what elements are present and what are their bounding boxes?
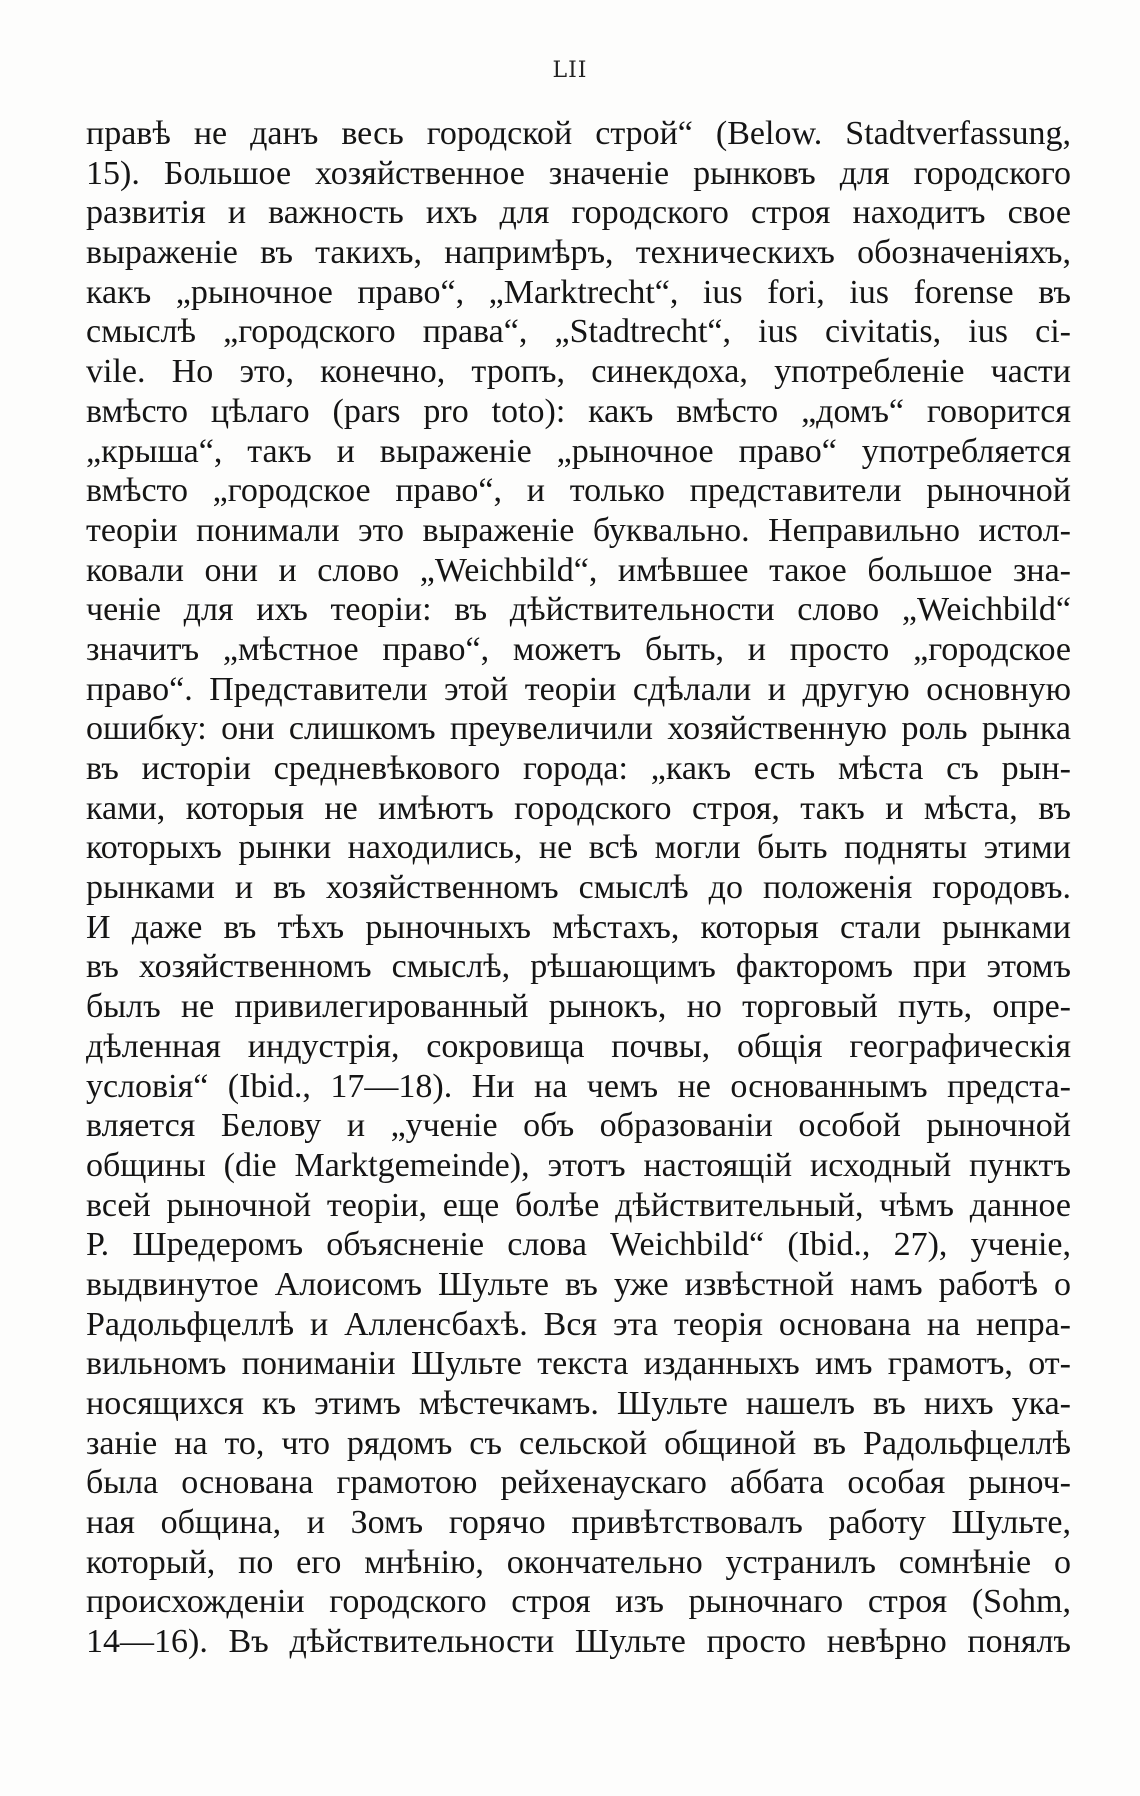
text-line: какъ „рыночное право“, „Marktrecht“, ius fori, ius forense въ <box>86 273 1071 311</box>
text-line: носящихся къ этимъ мѣстечкамъ. Шульте нашелъ въ нихъ ука- <box>86 1385 1071 1422</box>
text-line: всей рыночной теоріи, еще болѣе дѣйствительный, чѣмъ данное <box>86 1186 1071 1224</box>
text-line: смыслѣ „городского права“, „Stadtrecht“, ius civitatis, ius ci- <box>86 313 1071 351</box>
text-line: который, по его мнѣнію, окончательно устранилъ сомнѣніе о <box>86 1543 1071 1581</box>
text-line: ковали они и слово „Weichbild“, имѣвшее такое большое зна- <box>86 551 1071 589</box>
text-line: право“. Представители этой теоріи сдѣлали и другую основную <box>86 670 1071 708</box>
text-line: вмѣсто „городское право“, и только представители рыночной <box>86 472 1071 510</box>
text-line: происхожденіи городского строя изъ рыночнаго строя (Sohm, <box>86 1583 1071 1621</box>
text-line: правѣ не данъ весь городской строй“ (Below. Stadtverfassung, <box>86 115 1071 152</box>
text-line: значитъ „мѣстное право“, можетъ быть, и просто „городское <box>86 630 1071 668</box>
text-line: заніе на то, что рядомъ съ сельской общиной въ Радольфцеллѣ <box>86 1424 1071 1462</box>
text-line: 15). Большое хозяйственное значеніе рынковъ для городского <box>86 154 1071 192</box>
text-line: ная община, и Зомъ горячо привѣтствовалъ работу Шульте, <box>86 1504 1071 1542</box>
text-line: выдвинутое Алоисомъ Шульте въ уже извѣстной намъ работѣ о <box>86 1265 1071 1303</box>
text-line: вляется Белову и „ученіе объ образованіи особой рыночной <box>86 1107 1071 1145</box>
text-line: общины (die Marktgemeinde), этотъ настоящій исходный пунктъ <box>86 1146 1071 1184</box>
text-line: „крыша“, такъ и выраженіе „рыночное право“ употребляется <box>86 432 1071 470</box>
text-line: теоріи понимали это выраженіе буквально. Неправильно истол- <box>86 511 1071 549</box>
text-line: ченіе для ихъ теоріи: въ дѣйствительности слово „Weichbild“ <box>86 591 1071 629</box>
body-text <box>86 114 1071 1662</box>
text-line: И даже въ тѣхъ рыночныхъ мѣстахъ, которыя стали рынками <box>86 908 1071 946</box>
text-line: вмѣсто цѣлаго (pars pro toto): какъ вмѣсто „домъ“ говорится <box>86 392 1071 430</box>
text-line: въ хозяйственномъ смыслѣ, рѣшающимъ факторомъ при этомъ <box>86 948 1071 986</box>
text-line: дѣленная индустрія, сокровища почвы, общія географическія <box>86 1027 1071 1065</box>
text-line: ошибку: они слишкомъ преувеличили хозяйственную роль рынка <box>86 710 1071 748</box>
text-line: вильномъ пониманіи Шульте текста изданныхъ имъ грамотъ, от- <box>86 1345 1071 1383</box>
text-line: Радольфцеллѣ и Алленсбахѣ. Вся эта теорія основана на непра- <box>86 1305 1071 1343</box>
text-line: рынками и въ хозяйственномъ смыслѣ до положенія городовъ. <box>86 869 1071 907</box>
text-line: Р. Шредеромъ объясненіе слова Weichbild“ (Ibid., 27), ученіе, <box>86 1226 1071 1264</box>
text-line: развитія и важность ихъ для городского строя находитъ свое <box>86 194 1071 232</box>
text-line: 14—16). Въ дѣйствительности Шульте просто невѣрно понялъ <box>86 1623 1071 1661</box>
text-line: въ исторіи средневѣкового города: „какъ есть мѣста съ рын- <box>86 750 1071 787</box>
text-line: vile. Но это, конечно, тропъ, синекдоха, употребленіе части <box>86 353 1071 391</box>
text-line: была основана грамотою рейхенаускаго аббата особая рыноч- <box>86 1464 1071 1502</box>
page-number: LII <box>552 58 588 83</box>
text-line: ками, которыя не имѣютъ городского строя, такъ и мѣста, въ <box>86 789 1071 827</box>
text-line: условія“ (Ibid., 17—18). Ни на чемъ не основаннымъ предста- <box>86 1067 1071 1105</box>
text-line: которыхъ рынки находились, не всѣ могли быть подняты этими <box>86 829 1071 867</box>
text-line: былъ не привилегированный рынокъ, но торговый путь, опре- <box>86 988 1071 1026</box>
text-line: выраженіе въ такихъ, напримѣръ, техническихъ обозначеніяхъ, <box>86 234 1071 272</box>
